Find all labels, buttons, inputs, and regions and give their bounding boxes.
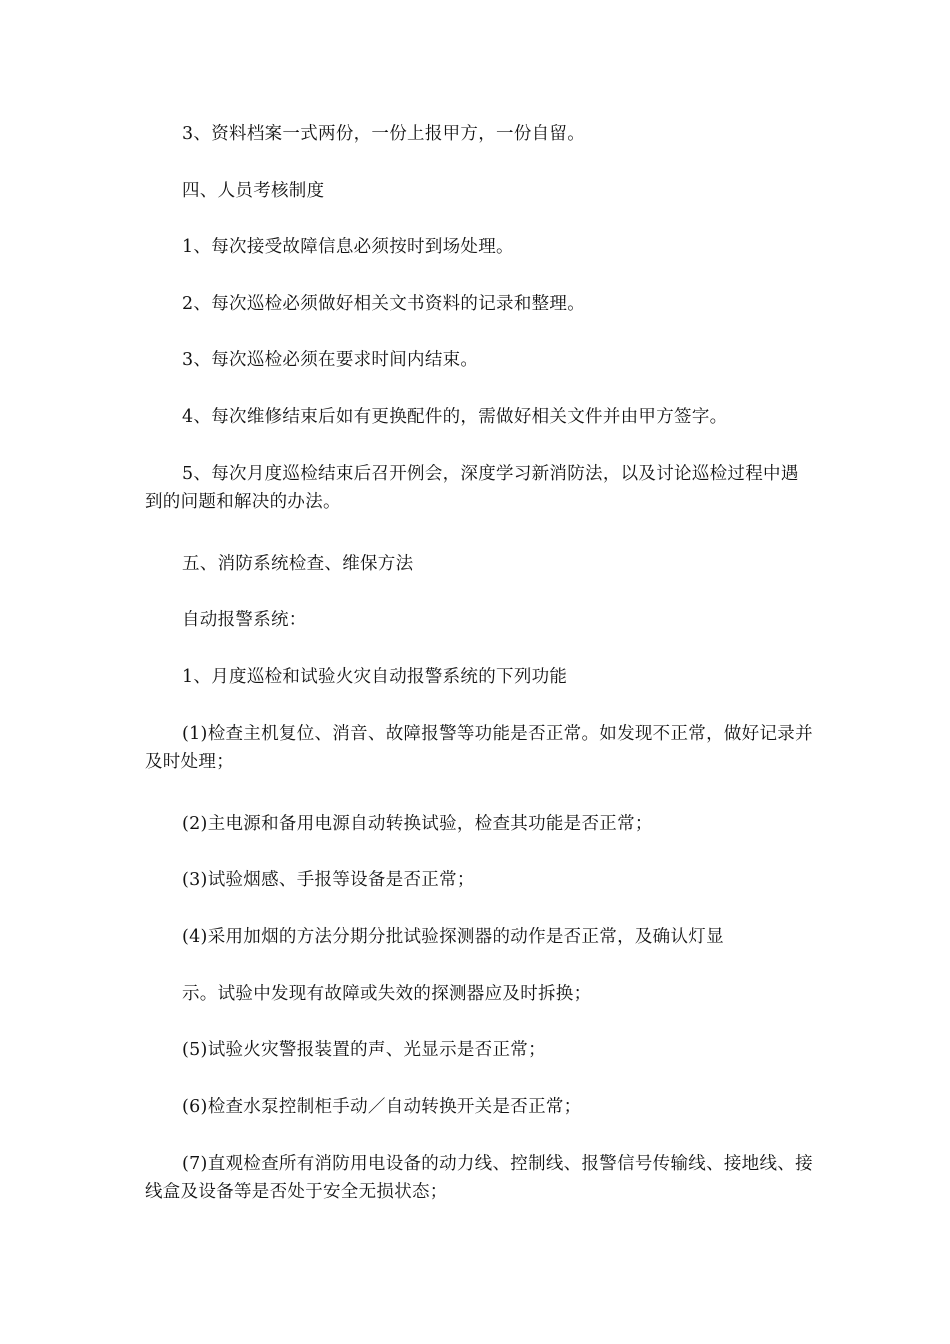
list-item-alarm-device-test: (5)试验火灾警报装置的声、光显示是否正常；: [182, 1040, 546, 1060]
heading-personnel-assessment: 四、人员考核制度: [182, 181, 325, 201]
list-item-smoke-test-continued: 示。试验中发现有故障或失效的探测器应及时拆换；: [182, 984, 592, 1004]
paragraph-inspection-time: 3、每次巡检必须在要求时间内结束。: [182, 350, 479, 370]
paragraph-repair-signature: 4、每次维修结束后如有更换配件的，需做好相关文件并由甲方签字。: [182, 407, 728, 427]
paragraph-fault-response: 1、每次接受故障信息必须按时到场处理。: [182, 237, 514, 257]
list-item-smoke-detector-test: (3)试验烟感、手报等设备是否正常；: [182, 870, 475, 890]
list-item-host-reset: (1)检查主机复位、消音、故障报警等功能是否正常。如发现不正常，做好记录并及时处理；: [145, 724, 813, 772]
paragraph-monthly-meeting: 5、每次月度巡检结束后召开例会，深度学习新消防法，以及讨论巡检过程中遇到的问题和解决的办法。: [145, 464, 799, 512]
paragraph-monthly-test-functions: 1、月度巡检和试验火灾自动报警系统的下列功能: [182, 667, 568, 687]
list-item-power-switch: (2)主电源和备用电源自动转换试验，检查其功能是否正常；: [182, 814, 653, 834]
list-item-pump-control: (6)检查水泵控制柜手动／自动转换开关是否正常；: [182, 1097, 582, 1117]
heading-auto-alarm-system: 自动报警系统：: [182, 610, 307, 630]
paragraph-archive-copies: 3、资料档案一式两份，一份上报甲方，一份自留。: [182, 124, 586, 144]
list-item-smoke-test-method: (4)采用加烟的方法分期分批试验探测器的动作是否正常，及确认灯显: [182, 927, 724, 947]
list-item-wiring-check: (7)直观检查所有消防用电设备的动力线、控制线、报警信号传输线、接地线、接线盒及设备等是否处于安全无损状态；: [145, 1154, 813, 1202]
heading-inspection-methods: 五、消防系统检查、维保方法: [182, 554, 414, 574]
paragraph-inspection-records: 2、每次巡检必须做好相关文书资料的记录和整理。: [182, 294, 586, 314]
